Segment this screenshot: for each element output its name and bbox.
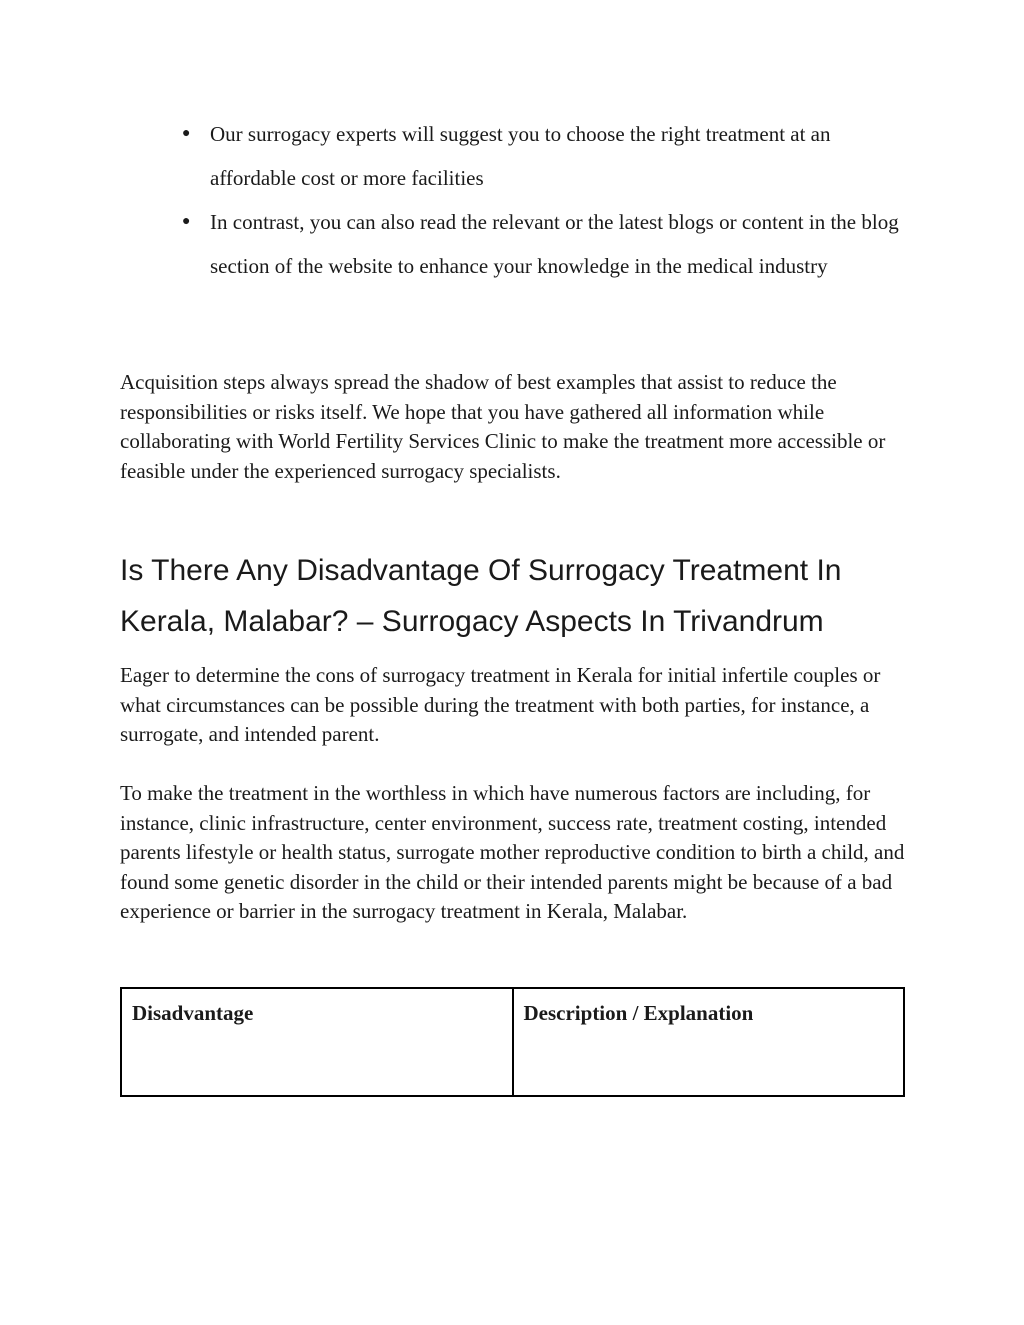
table-header-description: Description / Explanation (513, 988, 905, 1096)
bullet-icon: ● (182, 126, 191, 141)
bullet-text: Our surrogacy experts will suggest you to choose the right treatment at an affordable cost or more facilities (210, 122, 831, 190)
paragraph-factors: To make the treatment in the worthless in which have numerous factors are including, for instance, clinic infrastructure, center environment, success rate, treatment costing, intended parents lifestyle or health status, surrogate mother reproductive condition to birth a child, and found some genetic disorder in the child or their intended parents might be because of a bad experience or barrier in the surrogacy treatment in Kerala, Malabar. (120, 781, 905, 923)
paragraph-acquisition: Acquisition steps always spread the shadow of best examples that assist to reduce the responsibilities or risks itself. We hope that you have gathered all information while collaborating with World Fertility Services Clinic to make the treatment more accessible or feasible under the experienced surrogacy specialists. (120, 370, 886, 483)
table-header-row (121, 988, 904, 1096)
disadvantage-table (120, 987, 905, 1097)
section-heading: Is There Any Disadvantage Of Surrogacy Treatment In Kerala, Malabar? – Surrogacy Aspects In Trivandrum (120, 554, 842, 638)
bullet-item (182, 200, 912, 288)
bullet-item (182, 112, 912, 200)
bullet-list (182, 112, 912, 288)
bullet-text: In contrast, you can also read the relevant or the latest blogs or content in the blog section of the website to enhance your knowledge in the medical industry (210, 210, 899, 278)
table-header-disadvantage: Disadvantage (121, 988, 513, 1096)
bullet-icon: ● (182, 214, 191, 229)
paragraph-cons: Eager to determine the cons of surrogacy treatment in Kerala for initial infertile couples or what circumstances can be possible during the treatment with both parties, for instance, a surrogate, and intended parent. (120, 663, 881, 746)
